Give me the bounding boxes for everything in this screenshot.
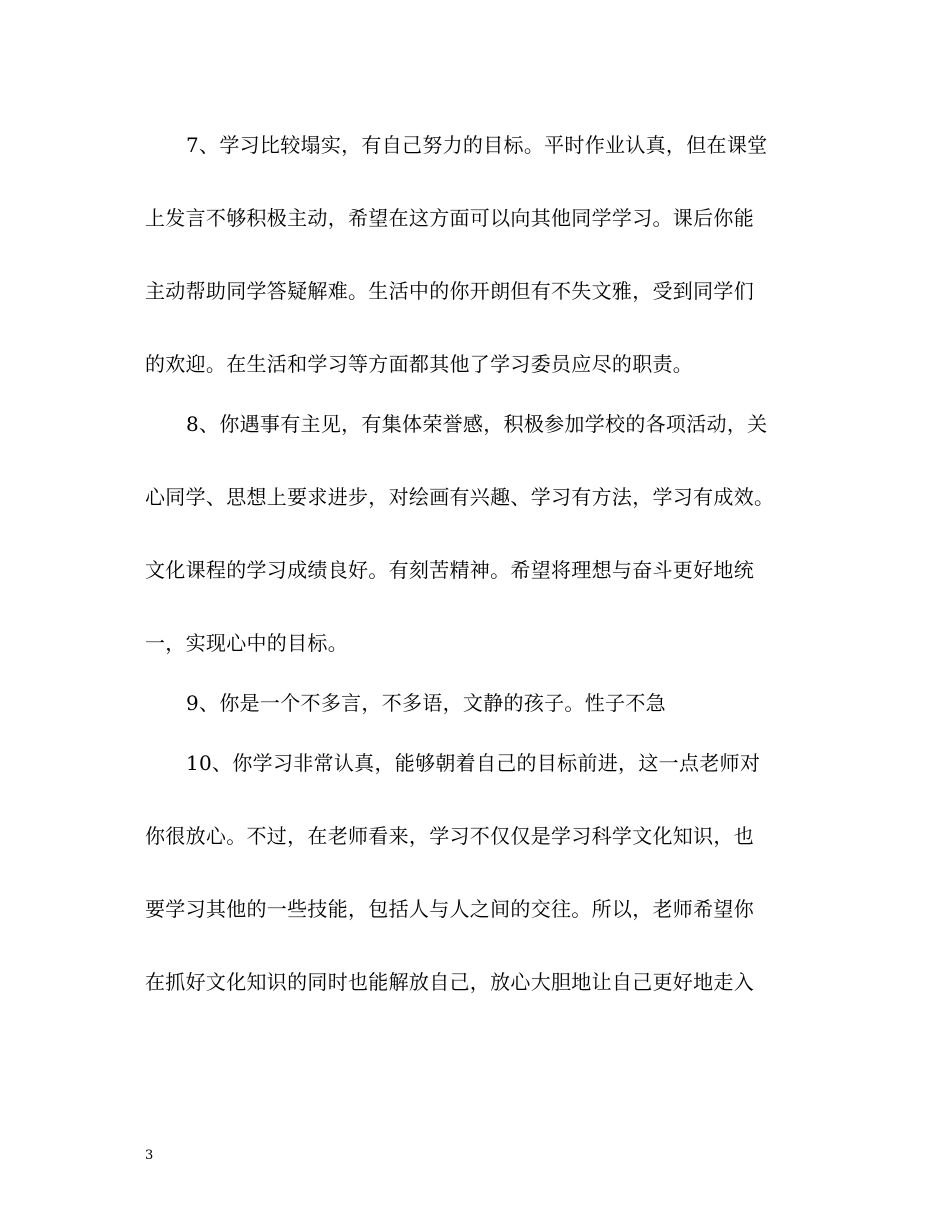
paragraph-10-line-2: 你很放心。不过，在老师看来，学习不仅仅是学习科学文化知识，也 xyxy=(145,824,754,848)
paragraph-7-line-1: 7、学习比较塌实，有自己努力的目标。平时作业认真，但在课堂 xyxy=(186,133,768,157)
paragraph-10-line-4: 在抓好文化知识的同时也能解放自己，放心大胆地让自己更好地走入 xyxy=(145,970,754,994)
paragraph-9-line-1: 9、你是一个不多言，不多语，文静的孩子。性子不急 xyxy=(186,691,666,715)
paragraph-7-line-4: 的欢迎。在生活和学习等方面都其他了学习委员应尽的职责。 xyxy=(145,352,694,376)
paragraph-10-line-1: 10、你学习非常认真，能够朝着自己的目标前进，这一点老师对 xyxy=(186,751,761,775)
paragraph-8-line-4: 一，实现心中的目标。 xyxy=(145,631,348,655)
paragraph-8-line-3: 文化课程的学习成绩良好。有刻苦精神。希望将理想与奋斗更好地统 xyxy=(145,558,754,582)
paragraph-8-line-1: 8、你遇事有主见，有集体荣誉感，积极参加学校的各项活动，关 xyxy=(186,412,768,436)
paragraph-8-line-2: 心同学、思想上要求进步，对绘画有兴趣、学习有方法，学习有成效。 xyxy=(145,485,775,509)
paragraph-10-line-3: 要学习其他的一些技能，包括人与人之间的交往。所以，老师希望你 xyxy=(145,897,754,921)
page-number: 3 xyxy=(145,1148,154,1163)
paragraph-7-line-2: 上发言不够积极主动，希望在这方面可以向其他同学学习。课后你能 xyxy=(145,206,754,230)
paragraph-7-line-3: 主动帮助同学答疑解难。生活中的你开朗但有不失文雅，受到同学们 xyxy=(145,279,754,303)
